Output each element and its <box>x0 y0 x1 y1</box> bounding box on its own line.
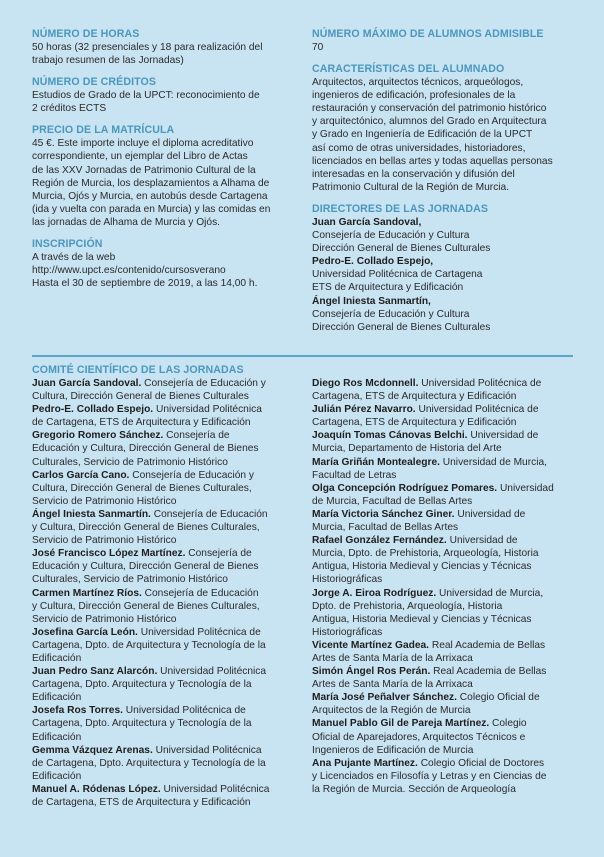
member-affiliation-line: Antigua, Historia Medieval y Ciencias y Técnicas <box>312 613 532 625</box>
member-name: Gregorio Romero Sánchez. <box>32 430 164 442</box>
committee-member <box>312 665 580 691</box>
member-first-line <box>32 508 294 521</box>
section-horas <box>32 28 294 67</box>
member-affiliation-line: Murcia, Dpto. de Prehistoria, Arqueología, Historia <box>312 548 539 560</box>
member-first-line <box>312 508 580 521</box>
member-affiliation-line: Cartagena, ETS de Arquitectura y Edificación <box>312 391 517 403</box>
heading-comite: COMITÉ CIENTÍFICO DE LAS JORNADAS <box>32 364 244 376</box>
member-name: Simón Ángel Ros Perán. <box>312 666 431 678</box>
member-affiliation-line: Dpto. de Prehistoria, Arqueología, Historia <box>312 600 503 612</box>
text-line: correspondiente, un ejemplar del Libro de Actas <box>32 151 248 163</box>
member-first-line <box>312 757 580 770</box>
member-affiliation-line: la Región de Murcia. Sección de Arqueología <box>312 783 516 795</box>
member-affiliation-line: Ingenieros de Edificación de Murcia <box>312 744 474 756</box>
horas-text <box>32 41 294 67</box>
member-name: María Griñán Montealegre. <box>312 456 440 468</box>
member-affiliation: Real Academia de Bellas <box>430 666 547 678</box>
member-affiliation: Consejería de <box>163 430 230 442</box>
member-first-line <box>32 403 294 416</box>
member-first-line <box>312 587 580 600</box>
member-name: Ana Pujante Martínez. <box>312 757 418 769</box>
committee-member <box>32 508 294 547</box>
text-line: 2 créditos ECTS <box>32 103 107 115</box>
committee-member <box>32 403 294 429</box>
member-affiliation-line: Culturales, Servicio de Patrimonio Histórico <box>32 456 228 468</box>
member-first-line <box>32 783 294 796</box>
heading-horas: NÚMERO DE HORAS <box>32 28 140 40</box>
member-first-line <box>312 482 580 495</box>
member-affiliation-line: Murcia, Facultad de Bellas Artes <box>312 522 459 534</box>
section-creditos <box>32 76 294 115</box>
member-affiliation: Colegio Oficial de <box>456 692 540 704</box>
member-affiliation-line: Historiográficas <box>312 574 383 586</box>
member-affiliation: Consejería de Educación y <box>129 469 254 481</box>
member-first-line <box>312 691 580 704</box>
director-affiliation: Dirección General de Bienes Culturales <box>312 321 491 333</box>
committee-member <box>312 377 580 403</box>
text-line: y Grado en Ingeniería de Edificación de la UPCT <box>312 129 533 141</box>
info-right-column <box>312 28 580 343</box>
member-name: Vicente Martínez Gadea. <box>312 639 430 651</box>
committee-member <box>312 456 580 482</box>
member-affiliation: Consejería de <box>185 548 252 560</box>
member-affiliation: Consejería de Educación y <box>141 378 266 389</box>
member-affiliation-line: de Cartagena, Dpto. Arquitectura y Tecnología de la <box>32 757 266 769</box>
member-affiliation: Universidad Politécnica <box>152 744 262 756</box>
comite-left-column <box>32 377 294 809</box>
member-affiliation-line: Cartagena, Dpto. Arquitectura y Tecnología de la <box>32 718 252 730</box>
text-line: Estudios de Grado de la UPCT: reconocimiento de <box>32 90 260 102</box>
text-line: Patrimonio Cultural de la Región de Murcia. <box>312 181 510 193</box>
heading-caracteristicas: CARACTERÍSTICAS DEL ALUMNADO <box>312 63 505 76</box>
member-affiliation: Real Academia de Bellas <box>429 639 546 651</box>
member-name: María José Peñalver Sánchez. <box>312 692 457 704</box>
member-affiliation: Universidad Politécnica <box>153 404 262 416</box>
member-affiliation-line: Servicio de Patrimonio Histórico <box>32 495 177 507</box>
member-affiliation-line: Artes de Santa María de la Arrixaca <box>312 679 473 691</box>
director-affiliation: Consejería de Educación y Cultura <box>312 230 470 242</box>
member-affiliation-line: Antigua, Historia Medieval y Ciencias y Técnicas <box>312 561 532 573</box>
member-name: Julián Pérez Navarro. <box>312 404 416 416</box>
text-line: las jornadas de Alhama de Murcia y Ojós. <box>32 216 220 228</box>
member-affiliation-line: Cultura, Dirección General de Bienes Culturales, <box>32 482 252 494</box>
member-affiliation: Colegio <box>489 718 527 730</box>
member-name: Joaquín Tomas Cánovas Belchi. <box>312 430 468 442</box>
committee-member <box>32 704 294 743</box>
member-affiliation-line: Historiográficas <box>312 626 383 638</box>
text-line: ingenieros de edificación, profesionales de la <box>312 90 516 102</box>
member-affiliation-line: y Licenciados en Filosofía y Letras y en Ciencias de <box>312 770 547 782</box>
member-affiliation-line: Educación y Cultura, Dirección General de Bienes <box>32 443 259 455</box>
text-line: Hasta el 30 de septiembre de 2019, a las 14,00 h. <box>32 278 258 290</box>
director-affiliation: Universidad Politécnica de Cartagena <box>312 269 483 281</box>
committee-member <box>312 403 580 429</box>
info-left-column <box>32 28 294 299</box>
member-affiliation: Consejería de Educación <box>141 587 259 599</box>
member-affiliation-line: de Cartagena, ETS de Arquitectura y Edificación <box>32 417 251 429</box>
member-affiliation-line: Murcia, Departamento de Historia del Arte <box>312 443 502 455</box>
text-line: trabajo resumen de las Jornadas) <box>32 55 184 67</box>
section-inscripcion <box>32 238 294 290</box>
text-line: así como de otras universidades, historiadores, <box>312 142 526 154</box>
member-affiliation-line: Facultad de Letras <box>312 469 397 481</box>
member-affiliation-line: Artes de Santa María de la Arrixaca <box>312 652 473 664</box>
text-line: interesadas en la conservación y difusión del <box>312 168 515 180</box>
member-affiliation: Colegio Oficial de Doctores <box>417 757 545 769</box>
member-affiliation-line: Servicio de Patrimonio Histórico <box>32 613 177 625</box>
member-affiliation-line: Edificación <box>32 731 82 743</box>
section-directores <box>312 203 580 334</box>
member-name: Ángel Iniesta Sanmartín. <box>32 508 151 520</box>
section-alumnos <box>312 28 580 54</box>
alumnos-value: 70 <box>312 42 324 53</box>
member-affiliation: Consejería de Educación <box>150 508 268 520</box>
member-first-line <box>312 639 580 652</box>
member-affiliation: Universidad de Murcia, <box>436 587 544 599</box>
member-name: María Victoria Sánchez Giner. <box>312 508 455 520</box>
committee-member <box>32 429 294 468</box>
member-affiliation: Universidad de Murcia, <box>439 456 547 468</box>
precio-text <box>32 137 294 229</box>
creditos-text <box>32 89 294 115</box>
director-affiliation: Dirección General de Bienes Culturales <box>312 243 491 255</box>
member-first-line <box>312 534 580 547</box>
member-first-line <box>32 704 294 717</box>
member-affiliation: Universidad de <box>446 535 518 547</box>
member-name: Juan Pedro Sanz Alarcón. <box>32 666 158 678</box>
member-first-line <box>312 456 580 469</box>
committee-member <box>312 757 580 796</box>
member-first-line <box>312 403 580 416</box>
committee-member <box>32 469 294 508</box>
member-name: Rafael González Fernández. <box>312 535 447 547</box>
member-name: Olga Concepción Rodríguez Pomares. <box>312 482 498 494</box>
member-affiliation-line: Arquitectos de la Región de Murcia <box>312 705 471 717</box>
section-caracteristicas <box>312 63 580 194</box>
member-affiliation-line: Edificación <box>32 770 82 782</box>
committee-member <box>32 783 294 809</box>
member-affiliation-line: Culturales, Servicio de Patrimonio Histórico <box>32 574 228 586</box>
member-affiliation: Universidad Politécnica de <box>137 626 261 638</box>
heading-inscripcion: INSCRIPCIÓN <box>32 238 103 251</box>
member-affiliation: Universidad de <box>454 508 526 520</box>
member-name: Manuel A. Ródenas López. <box>32 783 161 795</box>
committee-member <box>312 691 580 717</box>
committee-member <box>312 508 580 534</box>
comite-right-column <box>312 377 580 796</box>
inscripcion-text <box>32 251 294 290</box>
member-name: Manuel Pablo Gil de Pareja Martínez. <box>312 718 490 730</box>
member-affiliation: Universidad <box>497 482 554 494</box>
section-divider <box>32 355 573 357</box>
member-affiliation-line: Servicio de Patrimonio Histórico <box>32 535 177 547</box>
text-line: Murcia, Ojós y Murcia, en autobús desde Cartagena <box>32 190 268 202</box>
member-affiliation: Universidad Politécnica de <box>415 404 539 416</box>
text-line: licenciados en bellas artes y todas aquellas personas <box>312 155 553 167</box>
member-first-line <box>32 429 294 442</box>
member-name: Josefina García León. <box>32 626 138 638</box>
committee-member <box>312 717 580 756</box>
member-affiliation-line: y Cultura, Dirección General de Bienes Culturales, <box>32 522 260 534</box>
directores-list <box>312 216 580 334</box>
member-name: Juan García Sandoval. <box>32 378 142 389</box>
member-affiliation-line: Educación y Cultura, Dirección General de Bienes <box>32 561 259 573</box>
inscripcion-url-link[interactable]: http://www.upct.es/contenido/cursosverano <box>32 265 226 277</box>
member-name: Pedro-E. Collado Espejo. <box>32 404 154 416</box>
text-line: Región de Murcia, los desplazamientos a Alhama de <box>32 177 270 189</box>
committee-member <box>32 626 294 665</box>
committee-member <box>32 744 294 783</box>
director-affiliation: Consejería de Educación y Cultura <box>312 308 470 320</box>
member-affiliation-line: Cultura, Dirección General de Bienes Culturales <box>32 391 249 403</box>
director-name: Ángel Iniesta Sanmartín, <box>312 295 431 307</box>
member-affiliation-line: Cartagena, ETS de Arquitectura y Edificación <box>312 417 517 429</box>
committee-member <box>312 534 580 586</box>
text-line: Arquitectos, arquitectos técnicos, arqueólogos, <box>312 77 524 89</box>
text-line: 50 horas (32 presenciales y 18 para realización del <box>32 42 263 53</box>
caracteristicas-text <box>312 76 580 194</box>
text-line: A través de la web <box>32 252 116 264</box>
member-name: Gemma Vázquez Arenas. <box>32 744 153 756</box>
text-line: (ida y vuelta con parada en Murcia) y las comidas en <box>32 203 271 215</box>
director-name: Pedro-E. Collado Espejo, <box>312 256 434 268</box>
member-first-line <box>32 744 294 757</box>
member-name: Jorge A. Eiroa Rodríguez. <box>312 587 437 599</box>
heading-directores: DIRECTORES DE LAS JORNADAS <box>312 202 489 215</box>
member-name: Josefa Ros Torres. <box>32 705 123 717</box>
committee-member <box>32 587 294 626</box>
member-affiliation-line: Edificación <box>32 652 82 664</box>
member-first-line <box>32 469 294 482</box>
text-line: de las XXV Jornadas de Patrimonio Cultural de la <box>32 164 256 176</box>
committee-member <box>312 587 580 639</box>
committee-member <box>32 665 294 704</box>
committee-member <box>312 639 580 665</box>
text-line: restauración y conservación del patrimonio histórico <box>312 103 547 115</box>
member-first-line <box>312 717 580 730</box>
member-first-line <box>32 587 294 600</box>
member-name: Carlos García Cano. <box>32 469 130 481</box>
member-first-line <box>32 377 294 390</box>
member-first-line <box>32 665 294 678</box>
committee-member <box>312 482 580 508</box>
member-affiliation: Universidad Politécnica <box>160 783 270 795</box>
committee-member <box>32 377 294 403</box>
member-name: Carmen Martínez Ríos. <box>32 587 142 599</box>
member-affiliation: Universidad Politécnica <box>157 666 267 678</box>
member-affiliation: Universidad Politécnica de <box>418 378 542 389</box>
member-affiliation: Universidad Politécnica de <box>122 705 246 717</box>
text-line: y arquitectónico, alumnos del Grado en Arquitectura <box>312 116 547 128</box>
committee-member <box>312 429 580 455</box>
section-precio <box>32 124 294 229</box>
member-affiliation-line: Oficial de Aparejadores, Arquitectos Técnicos e <box>312 731 526 743</box>
member-first-line <box>312 429 580 442</box>
member-first-line <box>312 665 580 678</box>
member-affiliation-line: de Cartagena, ETS de Arquitectura y Edificación <box>32 797 251 808</box>
member-first-line <box>312 377 580 390</box>
member-first-line <box>32 626 294 639</box>
member-affiliation-line: y Cultura, Dirección General de Bienes Culturales, <box>32 600 260 612</box>
member-affiliation-line: Edificación <box>32 692 82 704</box>
member-affiliation-line: Cartagena, Dpto. de Arquitectura y Tecnología de la <box>32 639 266 651</box>
director-name: Juan García Sandoval, <box>312 216 422 228</box>
heading-precio: PRECIO DE LA MATRÍCULA <box>32 124 175 137</box>
member-name: Diego Ros Mcdonnell. <box>312 378 419 389</box>
member-affiliation: Universidad de <box>467 430 539 442</box>
member-name: José Francisco López Martínez. <box>32 548 186 560</box>
committee-member <box>32 547 294 586</box>
member-affiliation-line: de Murcia, Facultad de Bellas Artes <box>312 495 473 507</box>
member-first-line <box>32 547 294 560</box>
heading-alumnos: NÚMERO MÁXIMO DE ALUMNOS ADMISIBLE <box>312 28 544 40</box>
text-line: 45 €. Este importe incluye el diploma acreditativo <box>32 138 254 150</box>
heading-creditos: NÚMERO DE CRÉDITOS <box>32 76 157 89</box>
member-affiliation-line: Cartagena, Dpto. Arquitectura y Tecnología de la <box>32 679 252 691</box>
director-affiliation: ETS de Arquitectura y Edificación <box>312 282 464 294</box>
